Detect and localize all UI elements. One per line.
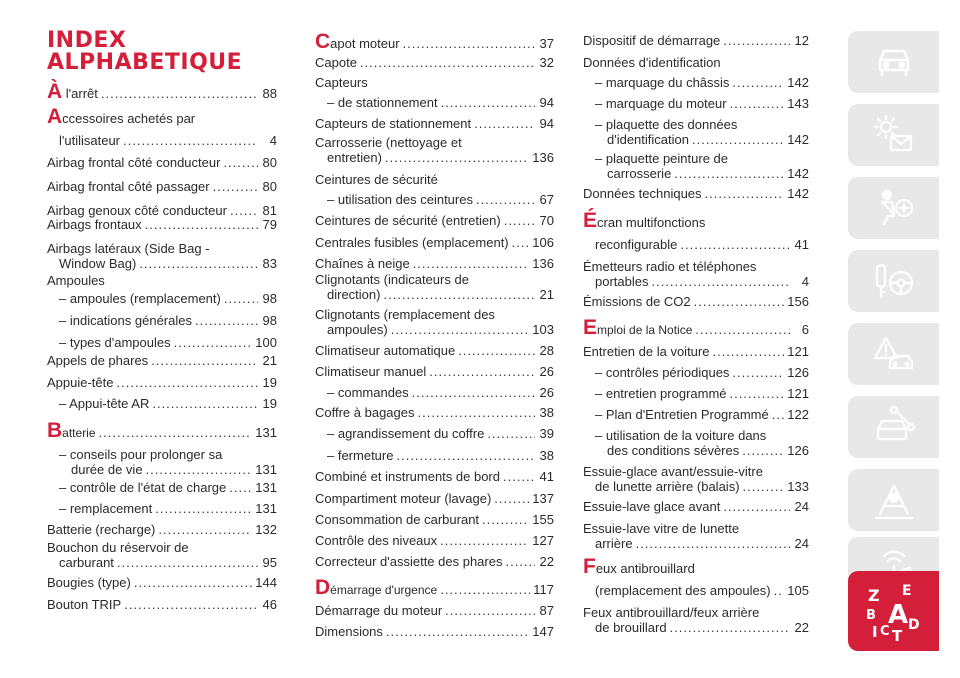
key-steering-wheel-icon [872,259,916,303]
page-number: 26 [539,364,554,379]
index-entry[interactable]: – Appui-tête AR ..... 19 [59,396,277,411]
index-entry[interactable]: Airbag frontal côté conducteur ..... 80 [47,155,277,170]
index-entry[interactable]: – fermeture ..... 38 [327,448,554,463]
index-entry[interactable]: – contrôles périodiques ..... 126 [595,365,809,380]
index-entry[interactable]: Capteurs de stationnement ..... 94 [315,116,554,131]
index-entry[interactable]: Compartiment moteur (lavage) ..... 137 [315,491,554,506]
svg-text:E: E [901,583,912,599]
page-number: 81 [262,203,277,218]
index-entry[interactable]: Airbag frontal côté passager ..... 80 [47,179,277,194]
page-number: 155 [532,512,554,527]
svg-text:A: A [887,600,908,630]
index-entry[interactable]: Consommation de carburant ..... 155 [315,512,554,527]
page-number: 38 [539,448,554,463]
page-number: 156 [787,294,809,309]
seatbelt-airbag-icon [872,186,916,230]
alphabet-index-icon [862,579,926,643]
page-number: 142 [787,186,809,201]
index-entry[interactable]: Climatiseur automatique ..... 28 [315,343,554,358]
index-entry[interactable]: Batterie (recharge) ..... 132 [47,522,277,537]
chapter-tab-emergency[interactable] [848,323,939,385]
page-number: 137 [532,491,554,506]
car-dimensions-icon [872,478,916,522]
section-letter: C [315,30,331,53]
page-number: 24 [794,499,809,514]
page-number: 87 [539,603,554,618]
index-entry[interactable]: Essuie-lave vitre de lunette arrière ..... 24 [583,521,809,551]
page-number: 117 [533,582,554,597]
page-number: 21 [539,287,554,302]
section-letter: A [47,105,63,128]
page-title-line2: ALPHABETIQUE [47,50,243,75]
index-entry[interactable]: – utilisation des ceintures ..... 67 [327,192,554,207]
index-entry[interactable]: Données techniques ..... 142 [583,186,809,201]
page-number: 79 [262,217,277,232]
page-number: 24 [794,536,809,551]
page-number: 131 [255,425,277,440]
chapter-tab-technical[interactable] [848,469,939,531]
wrench-car-icon [872,405,916,449]
index-entry[interactable]: Capote ..... 32 [315,55,554,70]
index-entry[interactable]: Données d'identification [583,55,721,70]
svg-text:I: I [871,623,878,641]
index-entry[interactable]: Bouchon du réservoir de carburant ..... 95 [47,540,277,570]
index-entry[interactable]: Dimensions ..... 147 [315,624,554,639]
index-entry[interactable]: Airbags latéraux (Side Bag - Window Bag) ..... 83 [47,241,277,271]
page-number: 37 [539,36,554,51]
section-letter: B [47,419,63,442]
index-entry[interactable]: Démarrage d'urgence ..... 117 [315,579,554,598]
index-entry[interactable]: Combiné et instruments de bord ..... 41 [315,469,554,484]
index-entry[interactable]: Ceintures de sécurité (entretien) ..... 70 [315,213,554,228]
index-entry[interactable]: Ampoules [47,273,105,288]
page-number: 80 [262,155,277,170]
index-entry[interactable]: Correcteur d'assiette des phares ..... 22 [315,554,554,569]
svg-text:C: C [879,624,890,639]
page-number: 83 [262,256,277,271]
index-entry[interactable]: Appels de phares ..... 21 [47,353,277,368]
page-number: 121 [787,386,809,401]
page-number: 80 [262,179,277,194]
section-letter: E [583,316,598,339]
page-number: 21 [262,353,277,368]
page-number: 22 [794,620,809,635]
page-number: 26 [539,385,554,400]
chapter-tab-starting[interactable] [848,250,939,312]
car-front-icon [872,40,916,84]
page-number: 28 [539,343,554,358]
index-entry[interactable]: Emploi de la Notice ..... 6 [583,319,809,338]
index-entry[interactable]: Airbag genoux côté conducteur ..... 81 [47,203,277,218]
sun-envelope-icon [872,113,916,157]
page-number: 46 [262,597,277,612]
page-number: 132 [255,522,277,537]
index-entry[interactable]: Émissions de CO2 ..... 156 [583,294,809,309]
index-entry[interactable]: Clignotants (indicateurs de direction) ..... 21 [315,272,554,302]
section-letter: É [583,209,598,232]
page-number: 32 [539,55,554,70]
chapter-tabs-sidebar [848,31,939,651]
index-entry[interactable]: Essuie-glace avant/essuie-vitre de lunette arrière (balais) ..... 133 [583,464,809,494]
page-number: 94 [539,116,554,131]
page-number: 19 [262,375,277,390]
page-number: 105 [787,583,809,598]
page-number: 4 [801,274,809,289]
page-number: 4 [269,133,277,148]
index-entry[interactable]: – remplacement ..... 131 [59,501,277,516]
index-entry[interactable]: Émetteurs radio et téléphones portables ..... 4 [583,259,809,289]
index-entry[interactable]: – plaquette peinture de carrosserie ..... 142 [595,151,809,181]
page-number: 67 [539,192,554,207]
chapter-tab-car[interactable] [848,31,939,93]
index-entry[interactable]: – agrandissement du coffre ..... 39 [327,426,554,441]
index-entry[interactable]: Bouton TRIP ..... 46 [47,597,277,612]
svg-text:B: B [865,608,876,623]
page-number: 131 [255,501,277,516]
page-number: 143 [787,96,809,111]
page-number: 131 [255,480,277,495]
index-entry[interactable]: – types d'ampoules ..... 100 [59,335,277,350]
index-entry[interactable]: – de stationnement ..... 94 [327,95,554,110]
page-number: 22 [539,554,554,569]
index-entry[interactable]: À l'arrêt ..... 88 [47,83,277,101]
chapter-tab-index[interactable] [848,571,939,651]
index-entry[interactable]: – marquage du moteur ..... 143 [595,96,809,111]
svg-text:D: D [907,617,920,633]
page-number: 100 [255,335,277,350]
page-number: 142 [787,132,809,147]
page-number: 6 [801,322,809,337]
index-entry[interactable]: Capot moteur ..... 37 [315,33,554,51]
index-entry[interactable]: Contrôle des niveaux ..... 127 [315,533,554,548]
index-entry[interactable]: – utilisation de la voiture dans des conditions sévères ..... 126 [595,428,809,458]
section-letter: D [315,576,331,599]
index-entry[interactable]: Centrales fusibles (emplacement) ..... 106 [315,235,554,250]
index-entry[interactable]: Airbags frontaux ..... 79 [47,217,277,232]
section-letter: F [583,555,596,578]
index-entry[interactable]: Ceintures de sécurité [315,172,438,187]
page-title-line1: INDEX [47,28,127,53]
page-number: 41 [794,237,809,252]
warning-car-icon [872,332,916,376]
page-number: 126 [787,443,809,458]
chapter-tab-maintenance[interactable] [848,396,939,458]
index-entry[interactable]: – ampoules (remplacement) ..... 98 [59,291,277,306]
page-number: 142 [787,75,809,90]
page-number: 127 [532,533,554,548]
index-entry[interactable]: Bougies (type) ..... 144 [47,575,277,590]
index-entry[interactable]: Climatiseur manuel ..... 26 [315,364,554,379]
page-number: 94 [539,95,554,110]
page-number: 126 [787,365,809,380]
page-number: 133 [787,479,809,494]
index-entry[interactable]: – indications générales ..... 98 [59,313,277,328]
index-entry[interactable]: Dispositif de démarrage ..... 12 [583,33,809,48]
page-number: 121 [787,344,809,359]
svg-text:T: T [891,627,902,643]
index-entry[interactable]: Capteurs [315,75,368,90]
chapter-tab-safety[interactable] [848,177,939,239]
page-number: 131 [255,462,277,477]
page-title [47,30,287,74]
page-number: 70 [539,213,554,228]
page-number: 95 [262,555,277,570]
index-entry[interactable]: – Plan d'Entretien Programmé ..... 122 [595,407,809,422]
page-number: 106 [532,235,554,250]
page-number: 12 [794,33,809,48]
index-entry[interactable]: Carrosserie (nettoyage et entretien) ..... 136 [315,135,554,165]
index-entry[interactable]: – contrôle de l'état de charge ..... 131 [59,480,277,495]
page-number: 122 [787,407,809,422]
svg-text:Z: Z [867,586,880,605]
page-number: 136 [532,256,554,271]
page-number: 38 [539,405,554,420]
page-number: 98 [262,313,277,328]
page-number: 147 [532,624,554,639]
index-entry[interactable]: Écran multifonctions reconfigurable ..... 41 [583,212,809,252]
page-number: 103 [532,322,554,337]
index-entry[interactable]: Chaînes à neige ..... 136 [315,256,554,271]
index-entry[interactable]: Entretien de la voiture ..... 121 [583,344,809,359]
index-entry[interactable]: Appuie-tête ..... 19 [47,375,277,390]
index-entry[interactable]: – marquage du châssis ..... 142 [595,75,809,90]
page-number: 144 [255,575,277,590]
page-number: 98 [262,291,277,306]
page-number: 41 [539,469,554,484]
section-letter: À [47,80,63,103]
index-entry[interactable]: Feux antibrouillard/feux arrière de brouillard ..... 22 [583,605,809,635]
page-number: 142 [787,166,809,181]
index-entry[interactable]: Coffre à bagages ..... 38 [315,405,554,420]
index-entry[interactable]: Feux antibrouillard (remplacement des ampoules) ..... 105 [583,558,809,598]
index-entry[interactable]: Batterie ..... 131 [47,422,277,441]
page-number: 39 [539,426,554,441]
page-number: 88 [262,86,277,101]
index-entry[interactable]: Accessoires achetés par l'utilisateur ..... 4 [47,108,277,148]
page-number: 19 [262,396,277,411]
index-entry[interactable]: – entretien programmé ..... 121 [595,386,809,401]
index-entry[interactable]: Démarrage du moteur ..... 87 [315,603,554,618]
index-entry[interactable]: Clignotants (remplacement des ampoules) ..... 103 [315,307,554,337]
index-entry[interactable]: Essuie-lave glace avant ..... 24 [583,499,809,514]
index-entry[interactable]: – commandes ..... 26 [327,385,554,400]
page-number: 136 [532,150,554,165]
index-entry[interactable]: – conseils pour prolonger sa durée de vie ..... 131 [59,447,277,477]
chapter-tab-lights[interactable] [848,104,939,166]
index-entry[interactable]: – plaquette des données d'identification ..... 142 [595,117,809,147]
